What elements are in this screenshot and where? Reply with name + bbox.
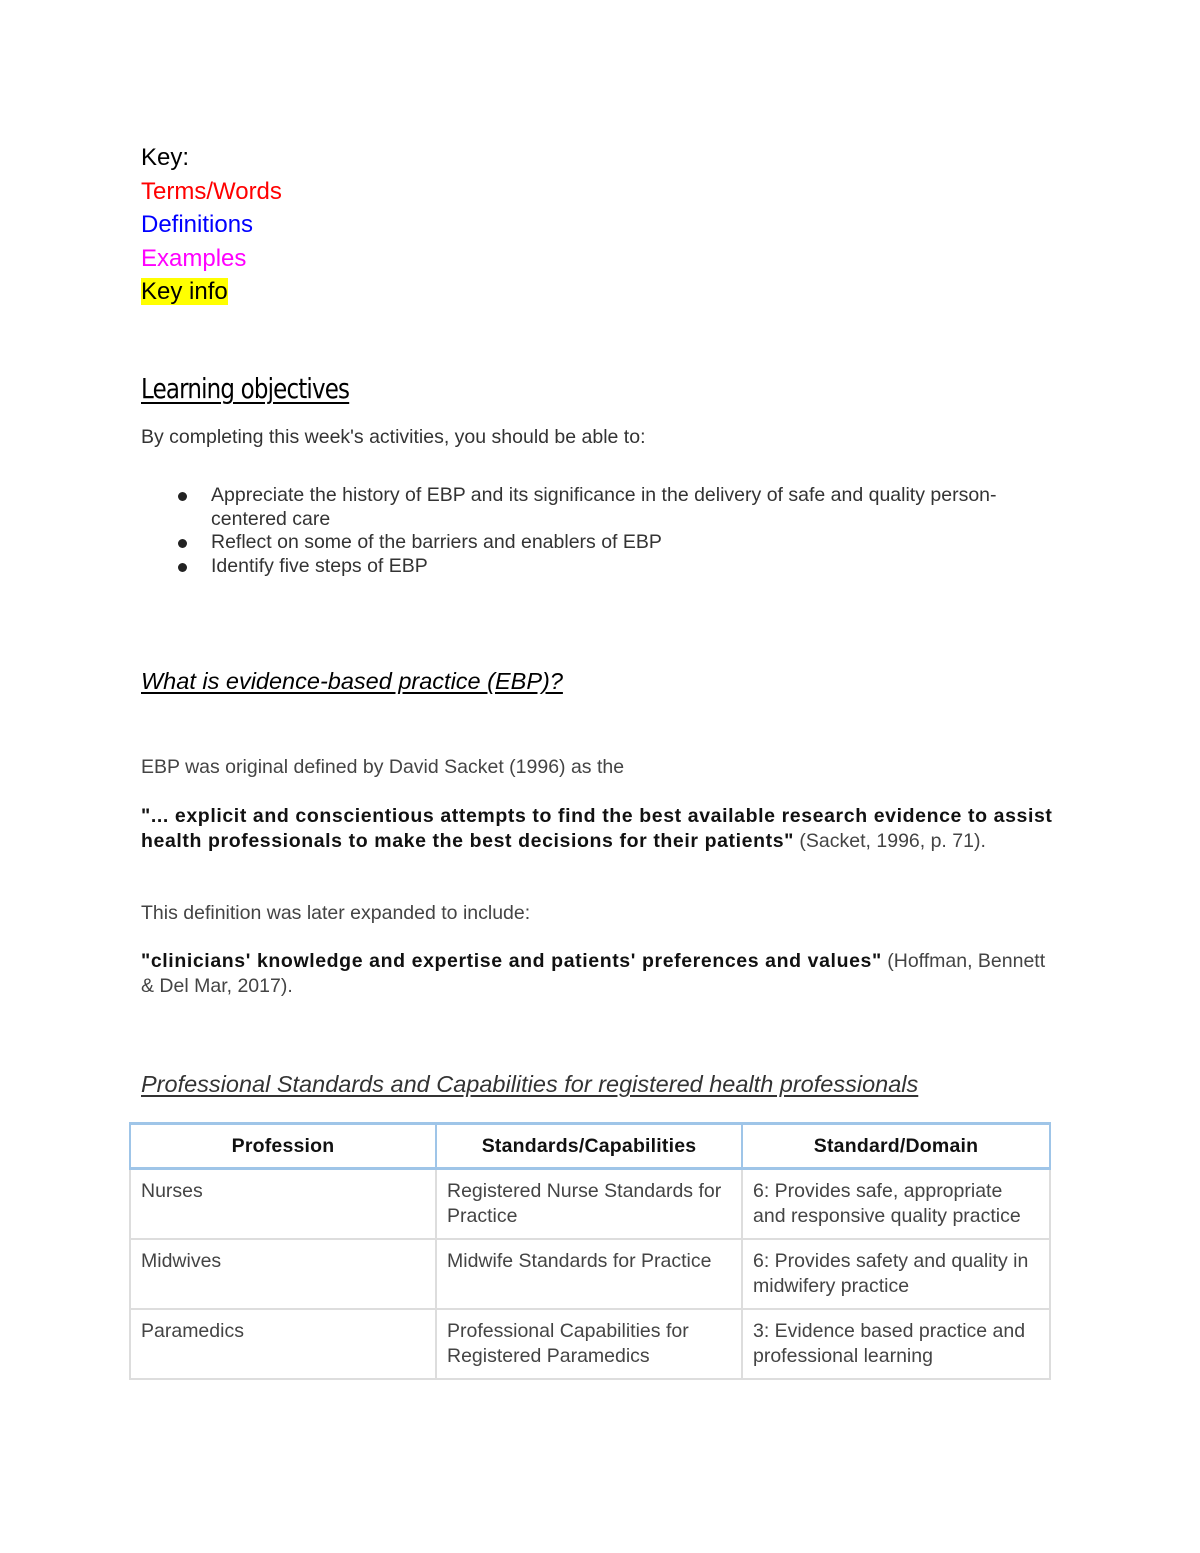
list-item bbox=[141, 531, 1061, 555]
list-item bbox=[141, 484, 1061, 531]
table-cell: Midwives bbox=[130, 1239, 436, 1309]
learning-objectives-list bbox=[141, 484, 1061, 578]
list-item-text: Reflect on some of the barriers and enablers of EBP bbox=[211, 531, 662, 553]
key-definitions: Definitions bbox=[141, 211, 254, 238]
table-cell: Nurses bbox=[130, 1169, 436, 1240]
table-cell: 6: Provides safety and quality in midwifery practice bbox=[742, 1239, 1050, 1309]
key-terms-words: Terms/Words bbox=[141, 177, 282, 205]
ebp-definition-quote bbox=[141, 804, 1061, 853]
table-cell: Paramedics bbox=[130, 1309, 436, 1379]
ebp-intro: EBP was original defined by David Sacket (1996) as the bbox=[141, 756, 625, 778]
header-standards-capabilities: Standards/Capabilities bbox=[436, 1124, 742, 1169]
learning-objectives-heading: Learning objectives bbox=[141, 372, 350, 405]
key-examples: Examples bbox=[141, 244, 247, 272]
table-row bbox=[130, 1239, 1050, 1309]
header-profession: Profession bbox=[130, 1124, 436, 1169]
list-item-text: Appreciate the history of EBP and its significance in the delivery of safe and quality person-centered care bbox=[211, 484, 997, 530]
table-cell: Professional Capabilities for Registered Paramedics bbox=[436, 1309, 742, 1379]
professional-standards-heading: Professional Standards and Capabilities for registered health professionals bbox=[141, 1071, 919, 1097]
table-cell: Registered Nurse Standards for Practice bbox=[436, 1169, 742, 1240]
ebp-expanded-quote-text: "clinicians' knowledge and expertise and patients' preferences and values" bbox=[141, 950, 882, 972]
key-info: Key info bbox=[141, 278, 228, 305]
ebp-quote-text: "... explicit and conscientious attempts to find the best available research evidence to assist health professionals to make the best decisions for their patients" bbox=[141, 805, 1053, 852]
bullet-icon bbox=[178, 539, 187, 548]
table-row bbox=[130, 1169, 1050, 1240]
table-row bbox=[130, 1309, 1050, 1379]
table-cell: 6: Provides safe, appropriate and responsive quality practice bbox=[742, 1169, 1050, 1240]
ebp-expanded-citation: (Hoffman, Bennett & Del Mar, 2017). bbox=[141, 950, 1046, 997]
professional-standards-table bbox=[129, 1122, 1051, 1380]
key-legend bbox=[141, 141, 282, 309]
ebp-expanded-quote bbox=[141, 949, 1061, 998]
key-title: Key: bbox=[141, 144, 190, 171]
list-item bbox=[141, 555, 1061, 579]
ebp-heading: What is evidence-based practice (EBP)? bbox=[141, 668, 563, 694]
table-cell: 3: Evidence based practice and professional learning bbox=[742, 1309, 1050, 1379]
ebp-expanded-intro: This definition was later expanded to include: bbox=[141, 902, 531, 924]
bullet-icon bbox=[178, 492, 187, 501]
table-header-row bbox=[130, 1124, 1050, 1169]
bullet-icon bbox=[178, 563, 187, 572]
learning-objectives-intro: By completing this week's activities, you should be able to: bbox=[141, 426, 646, 448]
list-item-text: Identify five steps of EBP bbox=[211, 554, 428, 577]
header-standard-domain: Standard/Domain bbox=[742, 1124, 1050, 1169]
ebp-quote-citation: (Sacket, 1996, p. 71). bbox=[794, 829, 986, 852]
table-cell: Midwife Standards for Practice bbox=[436, 1239, 742, 1309]
